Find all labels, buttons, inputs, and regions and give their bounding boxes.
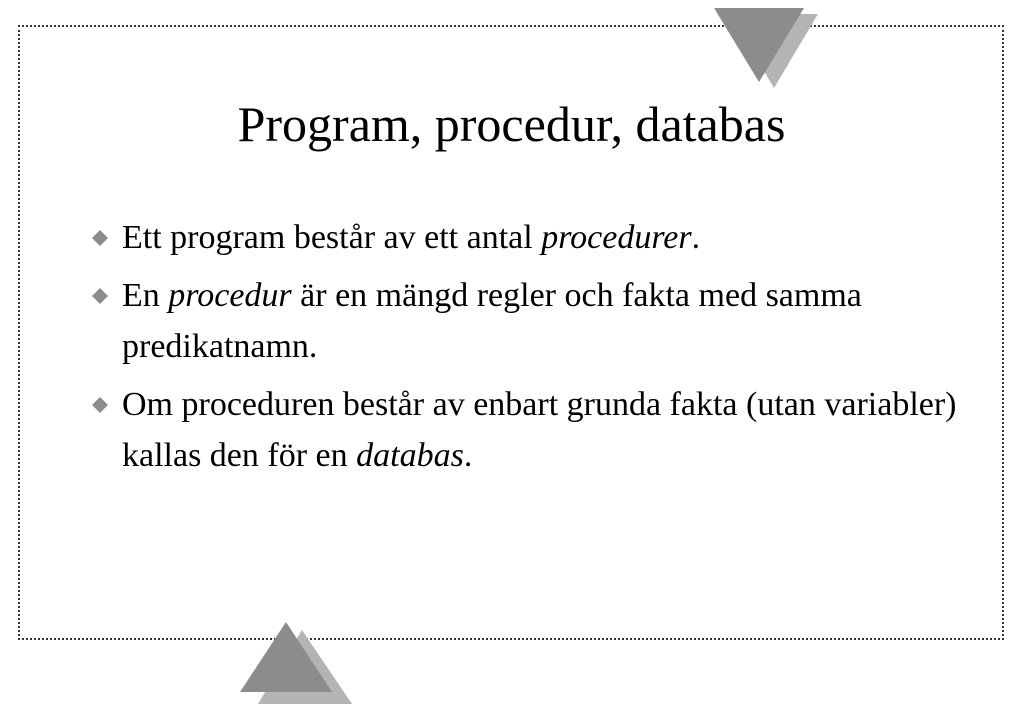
bullet-segment: Ett program består av ett antal	[122, 219, 542, 256]
diamond-icon	[92, 288, 108, 304]
bullet-segment: är en mängd regler och fakta med samma predikatnamn.	[122, 277, 862, 365]
bullet-item	[88, 212, 968, 263]
diamond-icon	[92, 397, 108, 413]
bullet-list	[88, 212, 968, 488]
bullet-item	[88, 379, 968, 481]
bullet-segment-italic: procedurer	[541, 219, 692, 256]
bullet-text	[122, 386, 957, 474]
bullet-segment: Om proceduren består av enbart grunda fakta (utan variabler) kallas den för en	[122, 386, 957, 474]
bullet-segment: .	[691, 219, 701, 256]
bullet-segment: .	[463, 437, 473, 474]
bullet-text	[122, 277, 862, 365]
diamond-icon	[92, 230, 108, 246]
bullet-segment-italic: procedur	[168, 277, 292, 314]
bullet-text	[122, 219, 700, 256]
bullet-segment: En	[122, 277, 169, 314]
triangle-up-icon	[236, 620, 356, 708]
bullet-segment-italic: databas	[356, 437, 464, 474]
slide-title: Program, procedur, databas	[237, 96, 786, 152]
bullet-item	[88, 270, 968, 372]
triangle-down-icon	[712, 6, 822, 90]
